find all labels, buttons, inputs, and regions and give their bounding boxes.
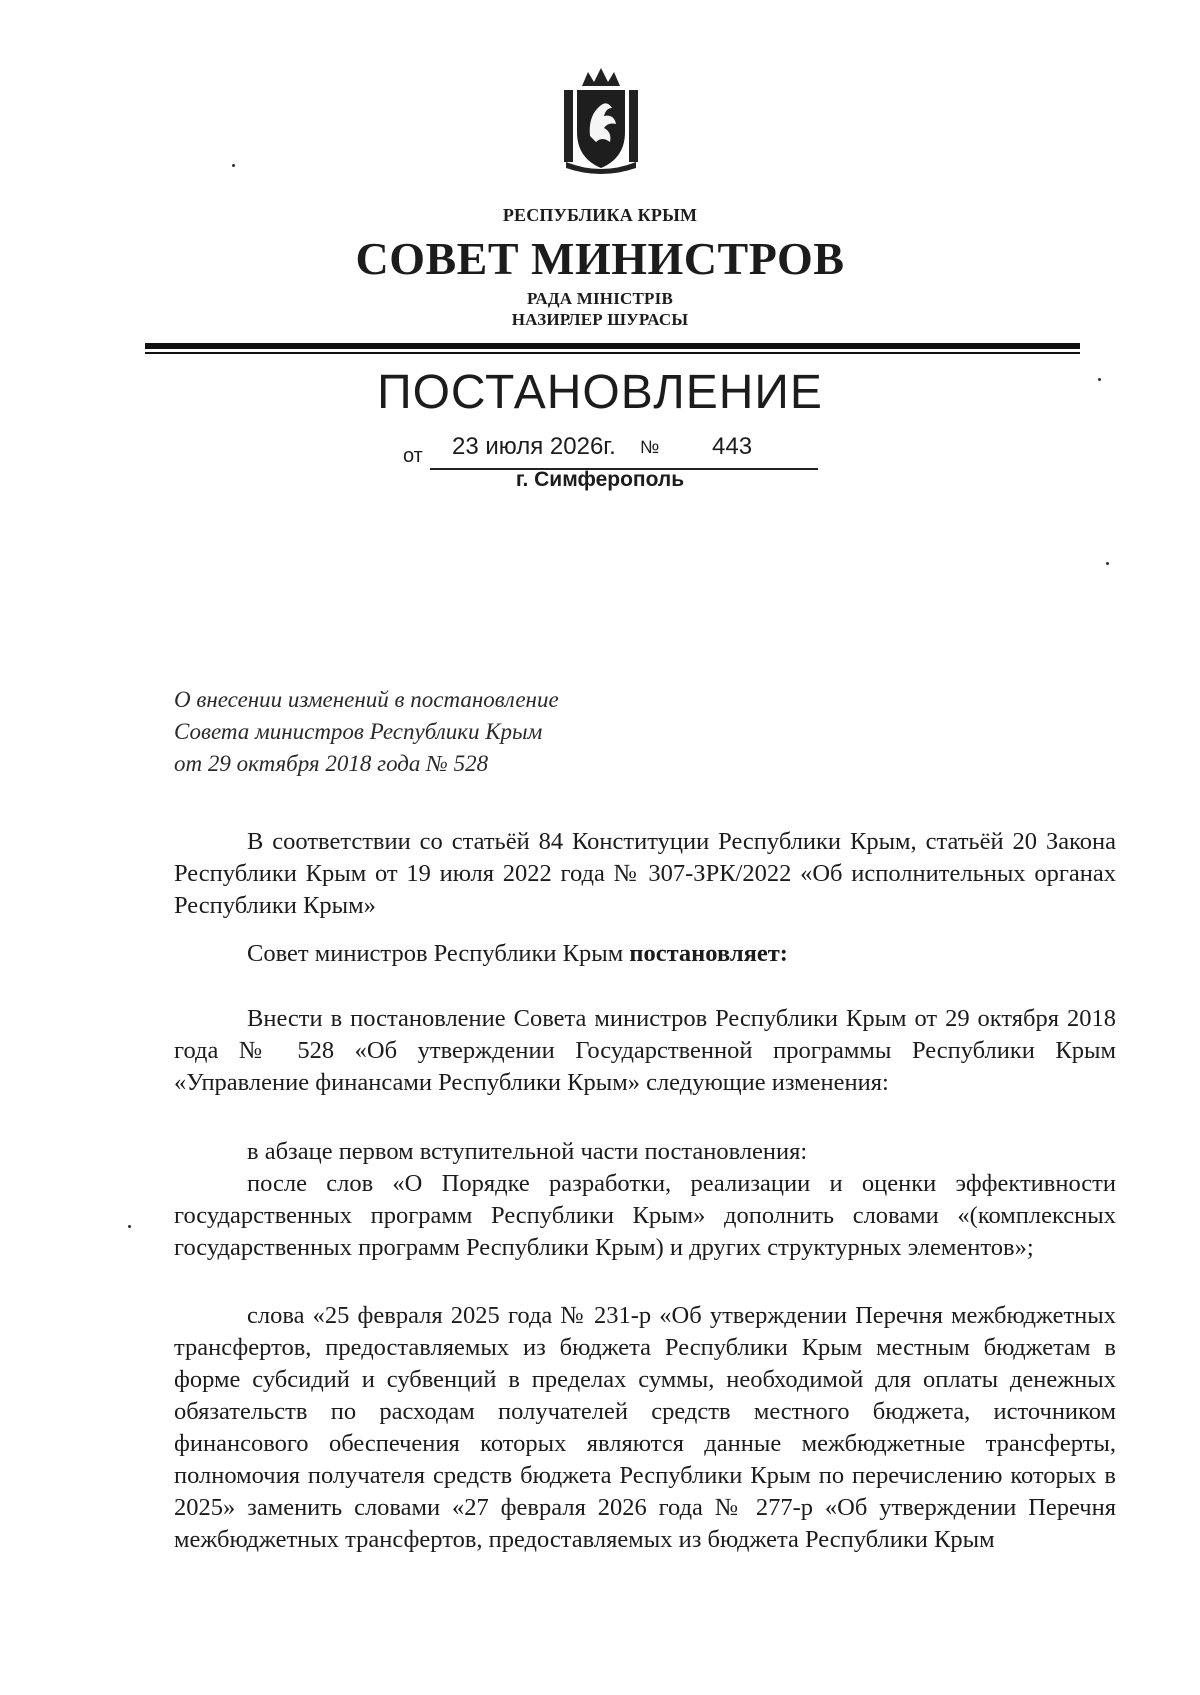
council-title-crimean-tatar: НАЗИРЛЕР ШУРАСЫ bbox=[511, 310, 689, 329]
amendment-item: в абзаце первом вступительной части постановления: bbox=[247, 1138, 808, 1165]
crimea-coat-of-arms-icon bbox=[560, 66, 642, 174]
amendment-paragraph: Внести в постановление Совета министров Республики Крым от 29 октября 2018 года № 528 «Об утверждении Государственной программы Республики Крым «Управление финансами Республики Крым» следующие изменения: bbox=[174, 1005, 1116, 1096]
scan-speck bbox=[232, 164, 235, 167]
amendment-item: после слов «О Порядке разработки, реализации и оценки эффективности государственных программ Республики Крым» дополнить словами «(комплексных государственных программ Республики Крым) и других структурных элементов»; bbox=[174, 1170, 1116, 1261]
document-type: ПОСТАНОВЛЕНИЕ bbox=[377, 366, 823, 419]
document-subject bbox=[174, 684, 559, 780]
header-divider-thick bbox=[145, 343, 1080, 349]
subject-line: О внесении изменений в постановление bbox=[174, 687, 559, 712]
council-title-ukrainian: РАДА МІНІСТРІВ bbox=[527, 289, 673, 308]
preamble-paragraph: В соответствии со статьёй 84 Конституции Республики Крым, статьёй 20 Закона Республики Крым от 19 июля 2022 года № 307-ЗРК/2022 «Об исполнительных органах Республики Крым» bbox=[174, 828, 1116, 919]
number-label: № bbox=[640, 437, 660, 457]
header-divider-thin bbox=[145, 352, 1080, 354]
subject-line: Совета министров Республики Крым bbox=[174, 719, 543, 744]
date-prefix: от bbox=[403, 445, 423, 467]
document-city: г. Симферополь bbox=[515, 468, 685, 491]
scan-speck bbox=[128, 1225, 131, 1228]
resolution-text: Совет министров Республики Крым bbox=[247, 940, 630, 967]
scan-speck bbox=[1106, 562, 1109, 565]
document-date: 23 июля 2026г. bbox=[452, 433, 616, 460]
scan-speck bbox=[1098, 378, 1101, 381]
document-number: 443 bbox=[712, 433, 753, 460]
council-title: СОВЕТ МИНИСТРОВ bbox=[355, 233, 845, 284]
subject-line: от 29 октября 2018 года № 528 bbox=[174, 751, 489, 776]
republic-heading: РЕСПУБЛИКА КРЫМ bbox=[502, 205, 698, 225]
resolution-verb: постановляет: bbox=[629, 940, 788, 967]
amendment-item: слова «25 февраля 2025 года № 231-р «Об утверждении Перечня межбюджетных трансфертов, предоставляемых из бюджета Республики Крым местным бюджетам в форме субсидий и субвенций в пределах суммы, необходимой для оплаты денежных обязательств по расходам получателей средств местного бюджета, источником финансового обеспечения которых являются данные межбюджетные трансферты, полномочия получателя средств бюджета Республики Крым по перечислению которых в 2025» заменить словами «27 февраля 2026 года № 277-р «Об утверждении Перечня межбюджетных трансфертов, предоставляемых из бюджета Республики Крым bbox=[174, 1302, 1116, 1553]
resolution-paragraph bbox=[174, 938, 1116, 970]
